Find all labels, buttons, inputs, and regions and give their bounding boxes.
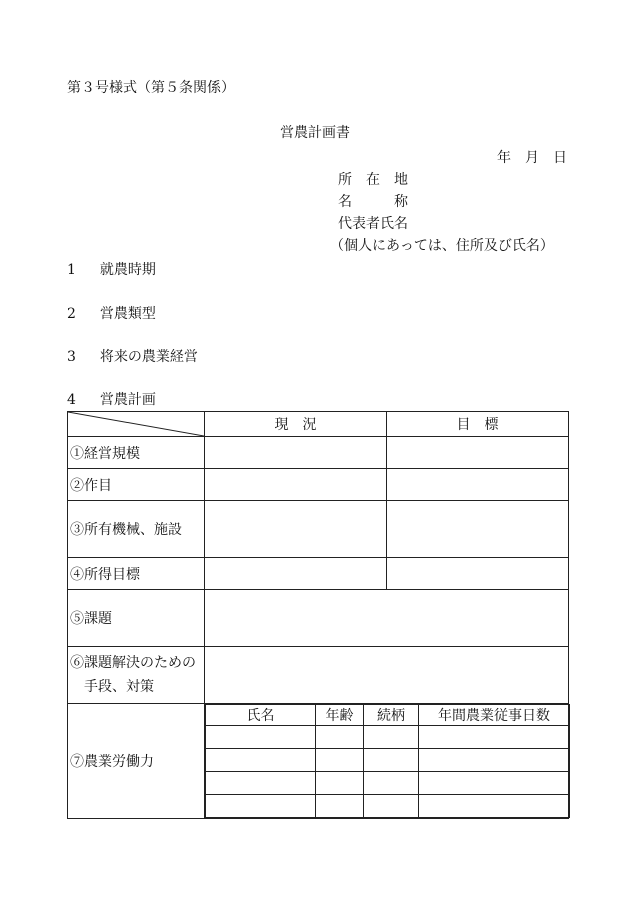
row-label: ②作目	[68, 469, 205, 501]
labor-row	[206, 772, 570, 795]
target-income-input[interactable]	[387, 558, 569, 590]
labor-subtable	[205, 704, 570, 818]
labor-header-days: 年間農業従事日数	[419, 705, 570, 726]
section-4	[67, 392, 156, 408]
name-label: 名 称	[338, 194, 408, 210]
labor-days-input[interactable]	[419, 795, 570, 818]
table-header-row	[68, 412, 569, 437]
labor-row	[206, 749, 570, 772]
current-income-input[interactable]	[205, 558, 387, 590]
target-crop-input[interactable]	[387, 469, 569, 501]
section-2	[67, 306, 156, 322]
table-row	[68, 437, 569, 469]
row-label: ③所有機械、施設	[68, 501, 205, 558]
labor-row	[206, 726, 570, 749]
row-label: ⑤課題	[68, 590, 205, 647]
table-row	[68, 469, 569, 501]
diagonal-line	[68, 412, 204, 436]
current-equipment-input[interactable]	[205, 501, 387, 558]
representative-label: 代表者氏名	[338, 216, 408, 232]
row-label-line1: ⑥課題解決のための	[70, 655, 196, 671]
section-label: 将来の農業経営	[99, 349, 198, 365]
labor-relation-input[interactable]	[364, 795, 419, 818]
form-number: 第３号様式（第５条関係）	[67, 80, 235, 96]
labor-age-input[interactable]	[316, 795, 364, 818]
issues-input[interactable]	[205, 590, 569, 647]
labor-name-input[interactable]	[206, 772, 316, 795]
farming-plan-table	[67, 411, 569, 819]
solutions-input[interactable]	[205, 647, 569, 704]
target-scale-input[interactable]	[387, 437, 569, 469]
section-label: 営農類型	[99, 306, 156, 322]
section-label: 営農計画	[99, 392, 156, 408]
diagonal-header-cell	[68, 412, 205, 437]
row-label: ①経営規模	[68, 437, 205, 469]
labor-name-input[interactable]	[206, 795, 316, 818]
row-label: ⑦農業労働力	[68, 704, 205, 819]
labor-days-input[interactable]	[419, 772, 570, 795]
section-1	[67, 262, 156, 278]
labor-days-input[interactable]	[419, 726, 570, 749]
current-scale-input[interactable]	[205, 437, 387, 469]
row-label: ④所得目標	[68, 558, 205, 590]
date-field: 年 月 日	[497, 150, 567, 166]
labor-relation-input[interactable]	[364, 772, 419, 795]
labor-subtable-cell	[205, 704, 569, 819]
labor-relation-input[interactable]	[364, 726, 419, 749]
section-number: 3	[67, 349, 76, 365]
row-label-line2: 手段、対策	[70, 679, 154, 695]
section-3	[67, 349, 198, 365]
section-number: 2	[67, 306, 76, 322]
document-title: 営農計画書	[280, 125, 350, 141]
location-label: 所 在 地	[338, 172, 408, 188]
row-label	[68, 647, 205, 704]
labor-header-age: 年齢	[316, 705, 364, 726]
section-label: 就農時期	[99, 262, 156, 278]
labor-age-input[interactable]	[316, 772, 364, 795]
current-crop-input[interactable]	[205, 469, 387, 501]
table-row	[68, 590, 569, 647]
target-header: 目 標	[387, 412, 569, 437]
labor-relation-input[interactable]	[364, 749, 419, 772]
target-equipment-input[interactable]	[387, 501, 569, 558]
section-number: 1	[67, 262, 76, 278]
labor-header-name: 氏名	[206, 705, 316, 726]
table-row	[68, 647, 569, 704]
labor-name-input[interactable]	[206, 749, 316, 772]
current-status-header: 現 況	[205, 412, 387, 437]
labor-header-row	[206, 705, 570, 726]
section-number: 4	[67, 392, 76, 408]
table-row	[68, 704, 569, 819]
table-row	[68, 558, 569, 590]
individual-note: （個人にあっては、住所及び氏名）	[330, 238, 554, 254]
labor-days-input[interactable]	[419, 749, 570, 772]
labor-age-input[interactable]	[316, 726, 364, 749]
labor-row	[206, 795, 570, 818]
labor-header-relation: 続柄	[364, 705, 419, 726]
table-row	[68, 501, 569, 558]
labor-age-input[interactable]	[316, 749, 364, 772]
labor-name-input[interactable]	[206, 726, 316, 749]
